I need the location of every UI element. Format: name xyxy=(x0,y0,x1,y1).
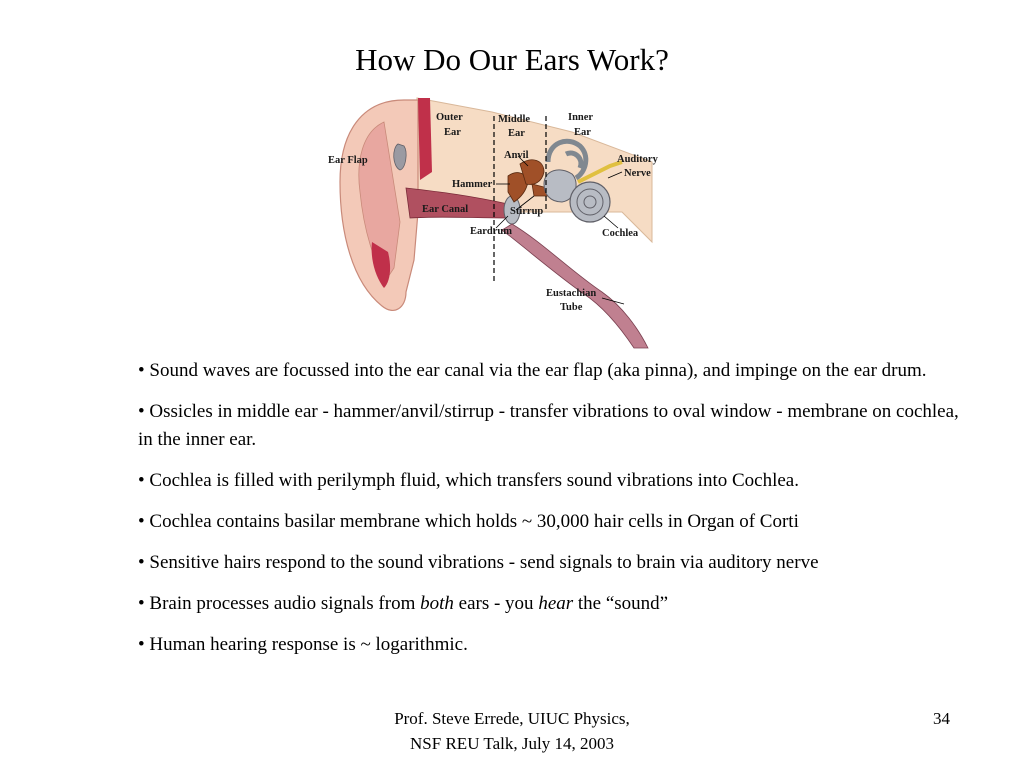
label-auditory-nerve-line2: Nerve xyxy=(624,168,651,179)
ear-anatomy-diagram xyxy=(322,92,670,350)
label-ear-flap: Ear Flap xyxy=(328,155,368,166)
label-middle-ear-line2: Ear xyxy=(508,128,525,139)
label-inner-ear-line1: Inner xyxy=(568,112,594,123)
label-anvil: Anvil xyxy=(504,150,529,161)
label-eardrum: Eardrum xyxy=(470,226,512,237)
label-eustachian-line1: Eustachian xyxy=(546,288,597,299)
label-stirrup: Stirrup xyxy=(510,206,544,217)
label-eustachian-line2: Tube xyxy=(560,302,583,313)
bullet-item: • Cochlea is filled with perilymph fluid, which transfers sound vibrations into Cochlea. xyxy=(138,470,799,491)
ear-anatomy-svg xyxy=(322,92,670,350)
label-ear-canal: Ear Canal xyxy=(422,204,469,215)
bullet-item: • Sensitive hairs respond to the sound vibrations - send signals to brain via auditory nerve xyxy=(138,552,819,573)
bullet-list xyxy=(138,357,968,672)
bullet-item: • Ossicles in middle ear - hammer/anvil/stirrup - transfer vibrations to oval window - membrane on cochlea, in the inner ear. xyxy=(138,401,959,450)
leader-cochlea xyxy=(604,216,618,228)
label-middle-ear-line1: Middle xyxy=(498,114,531,125)
label-cochlea: Cochlea xyxy=(602,228,639,239)
bullet-emphasis: hear xyxy=(538,593,574,614)
bullet-item: • Sound waves are focussed into the ear canal via the ear flap (aka pinna), and impinge on the ear drum. xyxy=(138,360,927,381)
slide-title: How Do Our Ears Work? xyxy=(355,42,669,77)
label-inner-ear-line2: Ear xyxy=(574,127,591,138)
bullet-item: • Human hearing response is ~ logarithmic. xyxy=(138,634,468,655)
label-hammer: Hammer xyxy=(452,179,493,190)
bullet-item xyxy=(138,590,968,618)
footer-credit xyxy=(340,706,684,756)
page-number: 34 xyxy=(933,709,950,728)
eustachian-tube-shape xyxy=(502,224,648,348)
bullet-emphasis: both xyxy=(420,593,454,614)
ear-concha-shape xyxy=(394,144,406,170)
bullet-text: ears - you xyxy=(453,593,539,614)
label-auditory-nerve-line1: Auditory xyxy=(617,154,658,165)
label-outer-ear-line2: Ear xyxy=(444,127,461,138)
bullet-text: the “sound” xyxy=(573,593,669,614)
footer-line-1: Prof. Steve Errede, UIUC Physics, xyxy=(394,709,630,728)
label-outer-ear-line1: Outer xyxy=(436,112,463,123)
footer-line-2: NSF REU Talk, July 14, 2003 xyxy=(410,734,614,753)
bullet-item: • Cochlea contains basilar membrane which holds ~ 30,000 hair cells in Organ of Corti xyxy=(138,511,799,532)
outer-skin-strip xyxy=(418,98,432,180)
bullet-text: • Brain processes audio signals from xyxy=(138,593,421,614)
